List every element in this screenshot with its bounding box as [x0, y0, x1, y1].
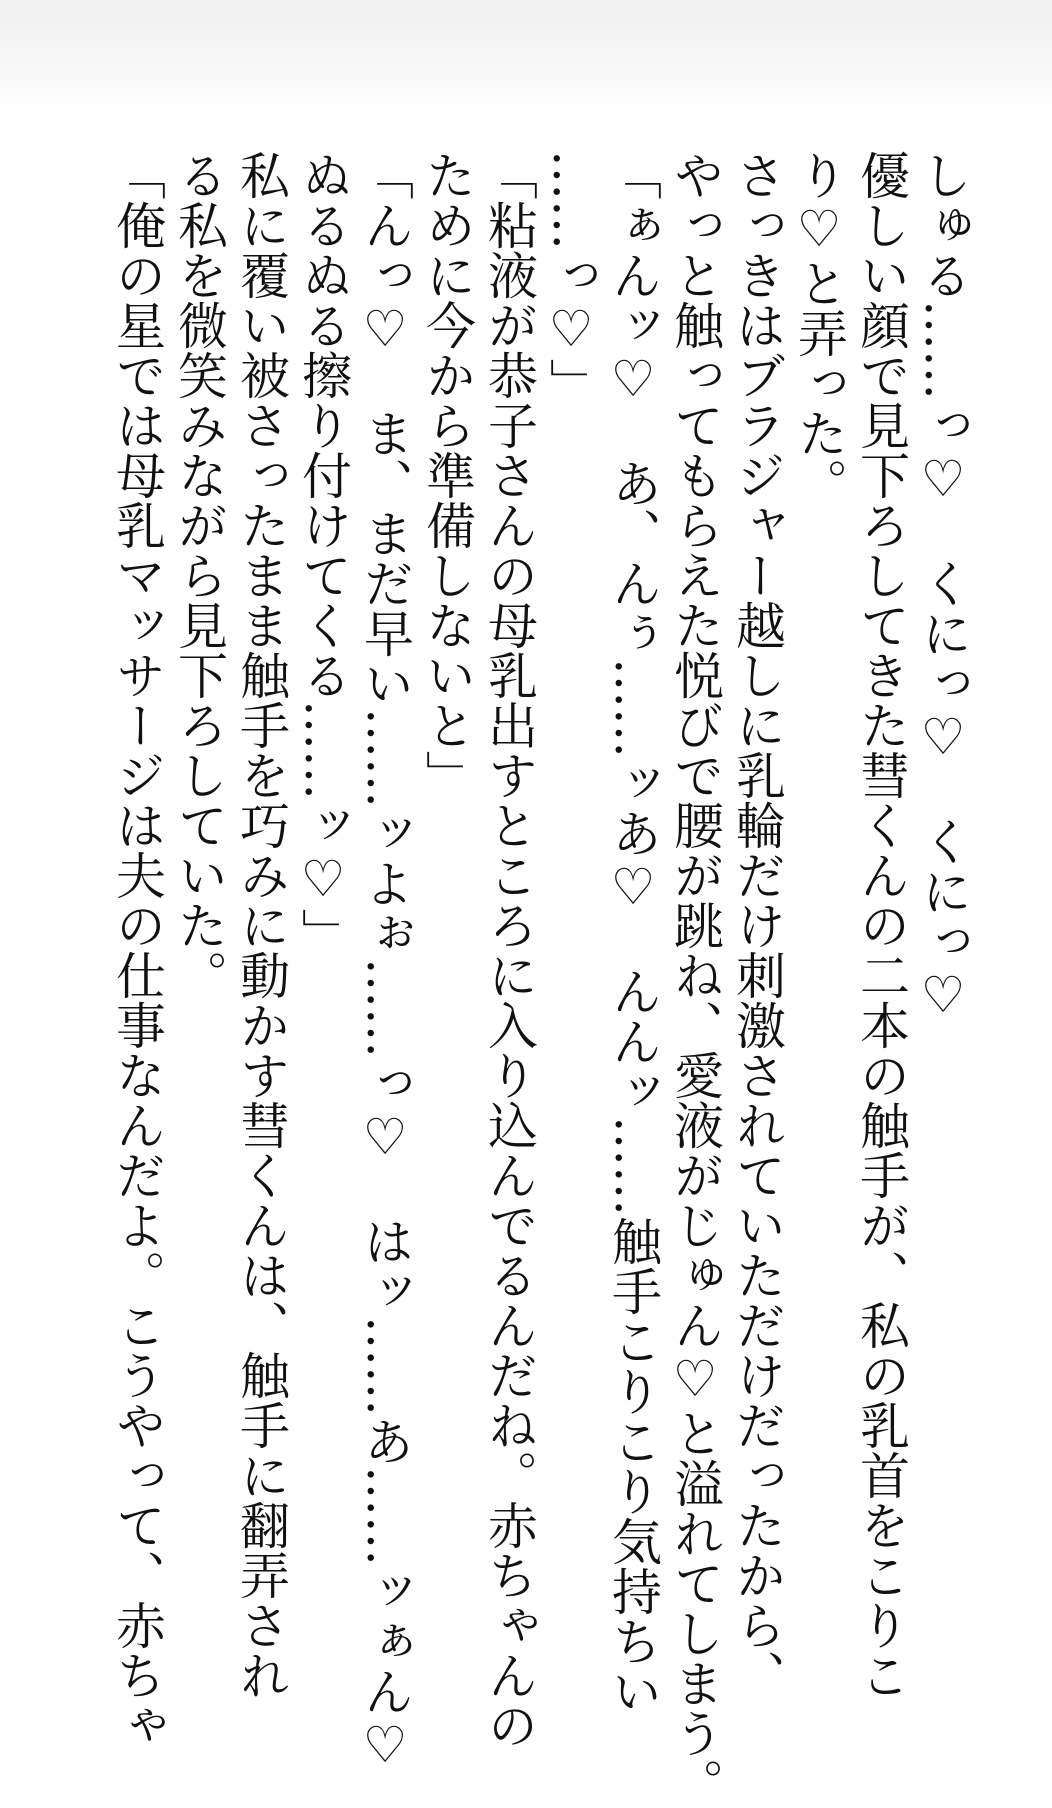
- text-line: る私を微笑みながら見下ろしていた。: [170, 150, 228, 1000]
- text-line: 「俺の星では母乳マッサージは夫の仕事なんだよ。こうやって、赤ちゃ: [108, 150, 166, 1750]
- text-line: 「粘液が恭子さんの母乳出すところに入り込んでるんだね。赤ちゃんの: [480, 150, 538, 1750]
- text-line: しゅる……っ♡ くにっ♡ くにっ♡: [914, 150, 972, 1024]
- text-line: ぬるぬる擦り付けてくる……ッ♡」: [294, 150, 352, 958]
- text-line: 「ぁんッ♡ あ、んぅ……ッあ♡ んんッ……触手こりこり気持ちい: [604, 150, 662, 1716]
- text-line: 私に覆い被さったまま触手を巧みに動かす彗くんは、触手に翻弄され: [232, 150, 290, 1700]
- text-line: さっきはブラジャー越しに乳輪だけ刺激されていただけだったから、: [728, 150, 786, 1700]
- text-line: やっと触ってもらえた悦びで腰が跳ね、愛液がじゅん♡と溢れてしまう。: [666, 150, 724, 1808]
- text-line: ……っ♡」: [542, 150, 600, 408]
- vertical-text-body: [106, 150, 974, 1808]
- text-line: 「んっ♡ ま、まだ早い……ッよぉ……っ♡ はッ……あ……ッぁん♡: [356, 150, 414, 1774]
- text-line: り♡と弄った。: [790, 150, 848, 508]
- text-line: ために今から準備しないと」: [418, 150, 476, 800]
- text-line: 優しい顔で見下ろしてきた彗くんの二本の触手が、私の乳首をこりこ: [852, 150, 910, 1700]
